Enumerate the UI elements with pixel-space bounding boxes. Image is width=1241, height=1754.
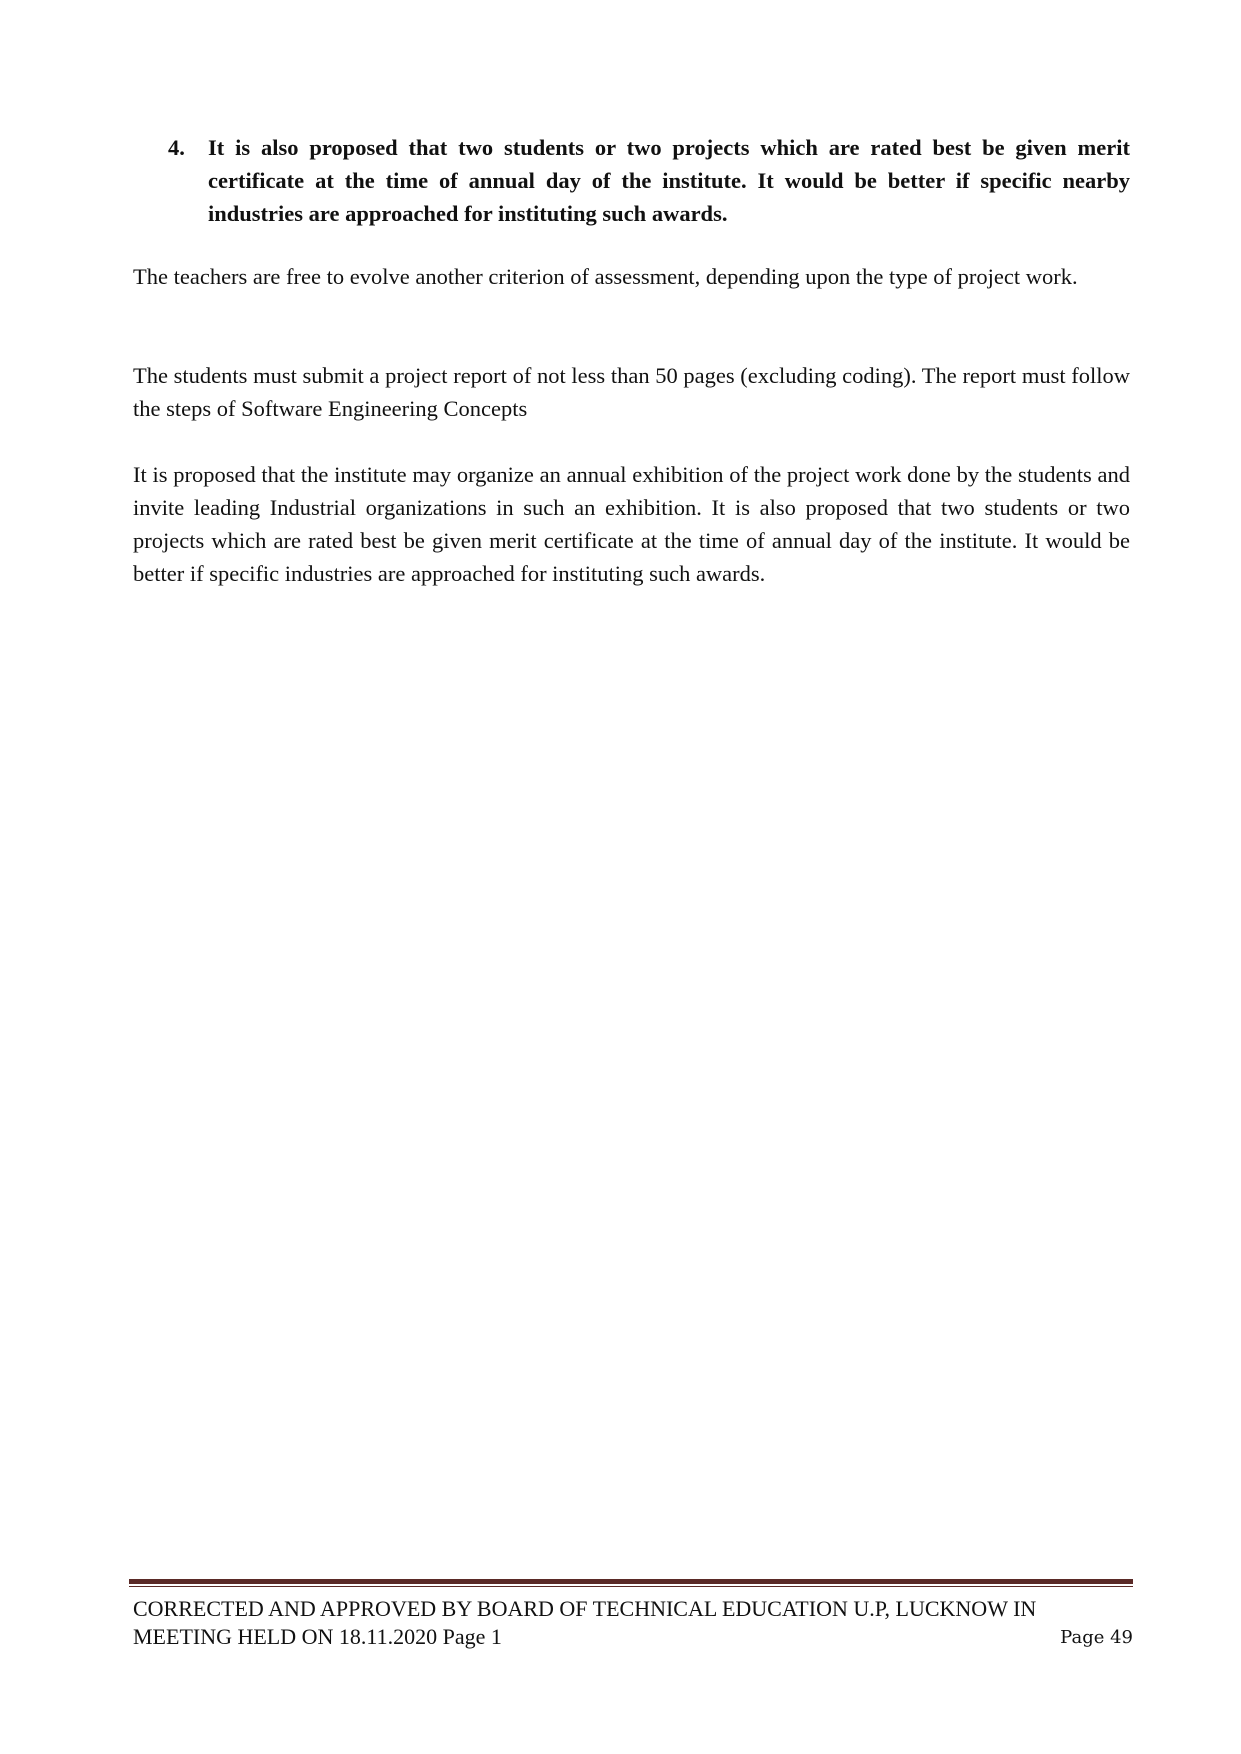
- paragraph-assessment-criteria: The teachers are free to evolve another criterion of assessment, depending upon the type of project work.: [133, 264, 1078, 289]
- list-item-number: 4.: [168, 135, 185, 160]
- footer-note: [133, 1595, 1133, 1651]
- footer-divider-thick: [129, 1579, 1133, 1584]
- footer-divider: [129, 1579, 1133, 1587]
- paragraph-annual-exhibition: It is proposed that the institute may organize an annual exhibition of the project work done by the students and invite leading Industrial organizations in such an exhibition. It is also proposed that two students or two projects which are rated best be given merit certificate at the time of annual day of the institute. It would be better if specific industries are approached for instituting such awards.: [133, 462, 1130, 586]
- page-number: Page 49: [1060, 1627, 1133, 1648]
- list-item-text: It is also proposed that two students or two projects which are rated best be given merit certificate at the time of annual day of the institute. It would be better if specific nearby industries are approached for instituting such awards.: [208, 135, 1130, 226]
- paragraph-project-report: The students must submit a project report of not less than 50 pages (excluding coding). The report must follow the steps of Software Engineering Concepts: [133, 363, 1130, 421]
- numbered-list-item: [168, 131, 1130, 230]
- footer-divider-thin: [129, 1586, 1133, 1587]
- footer-line-1: CORRECTED AND APPROVED BY BOARD OF TECHNICAL EDUCATION U.P, LUCKNOW IN: [133, 1596, 1037, 1621]
- footer-line-2: MEETING HELD ON 18.11.2020 Page 1: [133, 1624, 502, 1649]
